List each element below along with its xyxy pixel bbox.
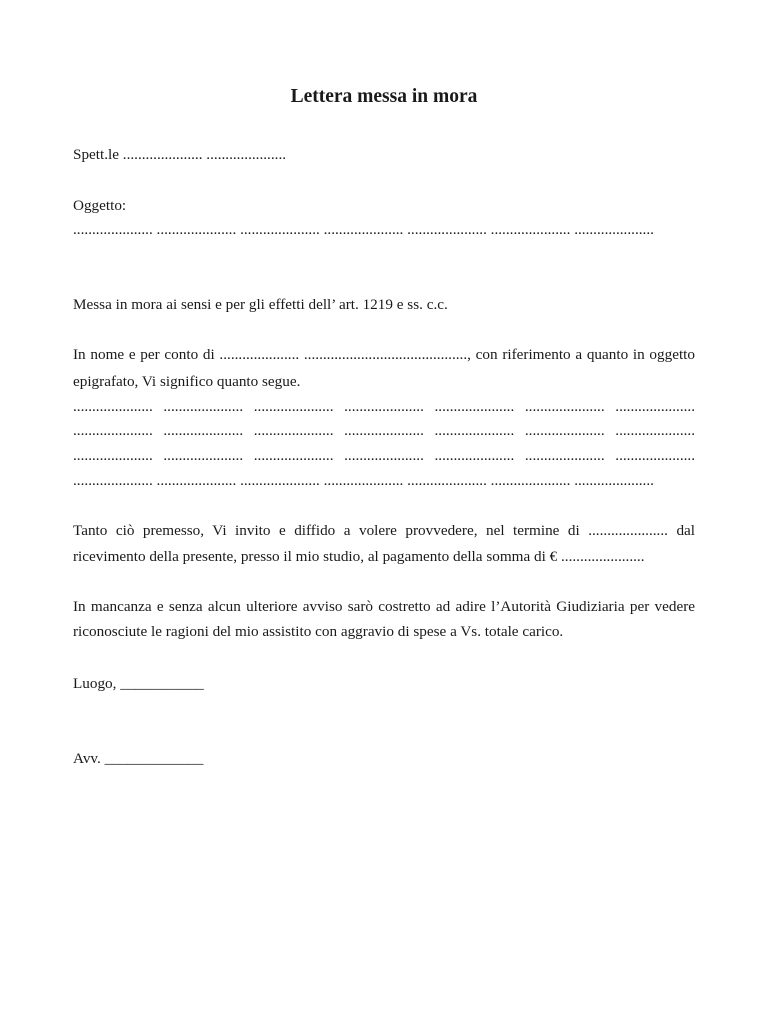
body-placeholder-line-3: ..................... ..................... ..................... ..................... ..................... ..................... ..................... xyxy=(73,447,695,464)
legal-reference: Messa in mora ai sensi e per gli effetti dell’ art. 1219 e ss. c.c. xyxy=(73,296,448,313)
subject-label: Oggetto: xyxy=(73,197,127,214)
intro-line-2: epigrafato, Vi significo quanto segue. xyxy=(73,373,301,390)
signature-field: Avv. _____________ xyxy=(73,750,204,767)
body-placeholder-line-2: ..................... ..................... ..................... ..................... ..................... ..................... ..................... xyxy=(73,422,695,439)
demand-line-2: ricevimento della presente, presso il mio studio, al pagamento della somma di € ...................... xyxy=(73,548,645,565)
recipient-line: Spett.le ..................... ..................... xyxy=(73,146,287,163)
intro-line-1: In nome e per conto di ..................... ..........................................., con riferimento a quanto in oggetto xyxy=(73,346,695,363)
document-title: Lettera messa in mora xyxy=(290,86,478,107)
body-placeholder-line-4: ..................... ..................... ..................... ..................... ..................... ..................... ..................... xyxy=(73,472,654,489)
place-field: Luogo, ___________ xyxy=(73,675,204,692)
demand-line-1: Tanto ciò premesso, Vi invito e diffido a volere provvedere, nel termine di ..................... dal xyxy=(73,522,695,539)
warning-line-2: riconosciute le ragioni del mio assistito con aggravio di spese a Vs. totale carico. xyxy=(73,623,564,640)
warning-line-1: In mancanza e senza alcun ulteriore avviso sarò costretto ad adire l’Autorità Giudiziaria per vedere xyxy=(73,598,695,615)
body-placeholder-line-1: ..................... ..................... ..................... ..................... ..................... ..................... ..................... xyxy=(73,398,695,415)
subject-placeholder: ..................... ..................... ..................... ..................... ..................... ..................... ..................... xyxy=(73,221,654,238)
